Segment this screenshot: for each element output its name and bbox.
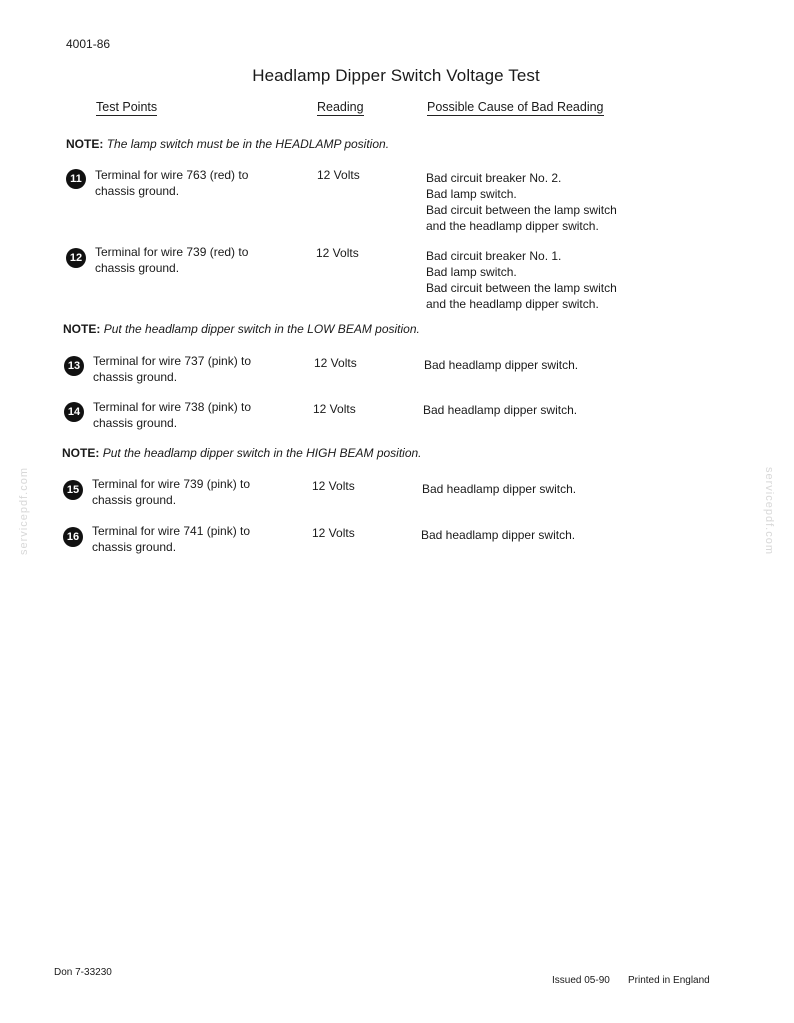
reading-value: 12 Volts [316,246,359,260]
watermark-right: servicepdf.com [762,467,775,555]
test-point [93,399,283,431]
step-number-badge: 11 [66,169,86,189]
note-text: The lamp switch must be in the HEADLAMP position. [106,137,390,151]
cause-line: Bad lamp switch. [426,265,517,279]
footer-issued-date: Issued 05-90 [552,975,610,986]
test-point-line2: chassis ground. [95,261,180,275]
cause-line: Bad lamp switch. [426,187,517,201]
cause-line: Bad circuit between the lamp switch [426,281,617,295]
cause-line: Bad circuit between the lamp switch [426,203,617,217]
test-point-line2: chassis ground. [93,416,178,430]
test-point-line1: Terminal for wire 737 (pink) to [93,354,252,368]
cause-line: and the headlamp dipper switch. [426,219,599,233]
test-point [92,523,282,555]
test-point-line2: chassis ground. [93,370,178,384]
test-point-line2: chassis ground. [92,540,177,554]
reading-value: 12 Volts [314,356,357,370]
column-header-test-points: Test Points [96,100,158,114]
note-headlamp-position [66,137,389,151]
note-label: NOTE: [66,137,104,151]
footer-document-code: Don 7-33230 [54,967,112,978]
page-title [0,66,794,86]
step-number-badge: 16 [63,527,83,547]
note-high-beam-position [62,446,422,460]
possible-causes [424,357,664,373]
possible-causes [422,481,662,497]
cause-line: Bad headlamp dipper switch. [422,482,577,496]
step-number-badge: 15 [63,480,83,500]
test-point [93,353,283,385]
test-point-line1: Terminal for wire 739 (red) to [95,245,249,259]
cause-line: Bad headlamp dipper switch. [424,358,579,372]
test-point [95,167,285,199]
possible-causes [423,402,663,418]
column-header-cause: Possible Cause of Bad Reading [427,100,604,114]
step-number-badge: 14 [64,402,84,422]
test-point-line2: chassis ground. [92,493,177,507]
cause-line: Bad circuit breaker No. 2. [426,171,562,185]
possible-causes [421,527,661,543]
test-point-line1: Terminal for wire 741 (pink) to [92,524,251,538]
reading-value: 12 Volts [312,526,355,540]
note-text: Put the headlamp dipper switch in the LOW BEAM position. [103,322,420,336]
note-label: NOTE: [62,446,100,460]
test-point-line1: Terminal for wire 763 (red) to [95,168,249,182]
test-point-line1: Terminal for wire 738 (pink) to [93,400,252,414]
cause-line: Bad headlamp dipper switch. [423,403,578,417]
test-point [92,476,282,508]
page-title-text: Headlamp Dipper Switch Voltage Test [252,66,540,85]
column-header-reading: Reading [317,100,364,114]
note-low-beam-position [63,322,420,336]
reading-value: 12 Volts [313,402,356,416]
step-number-badge: 12 [66,248,86,268]
cause-line: Bad headlamp dipper switch. [421,528,576,542]
note-label: NOTE: [63,322,101,336]
reading-value: 12 Volts [317,168,360,182]
possible-causes [426,248,666,312]
footer-printed-location: Printed in England [628,975,710,986]
reading-value: 12 Volts [312,479,355,493]
test-point [95,244,285,276]
step-number-badge: 13 [64,356,84,376]
watermark-left: servicepdf.com [17,467,30,555]
test-point-line2: chassis ground. [95,184,180,198]
possible-causes [426,170,666,234]
cause-line: Bad circuit breaker No. 1. [426,249,562,263]
note-text: Put the headlamp dipper switch in the HIGH BEAM position. [102,446,422,460]
test-point-line1: Terminal for wire 739 (pink) to [92,477,251,491]
cause-line: and the headlamp dipper switch. [426,297,599,311]
document-number: 4001-86 [66,37,111,51]
